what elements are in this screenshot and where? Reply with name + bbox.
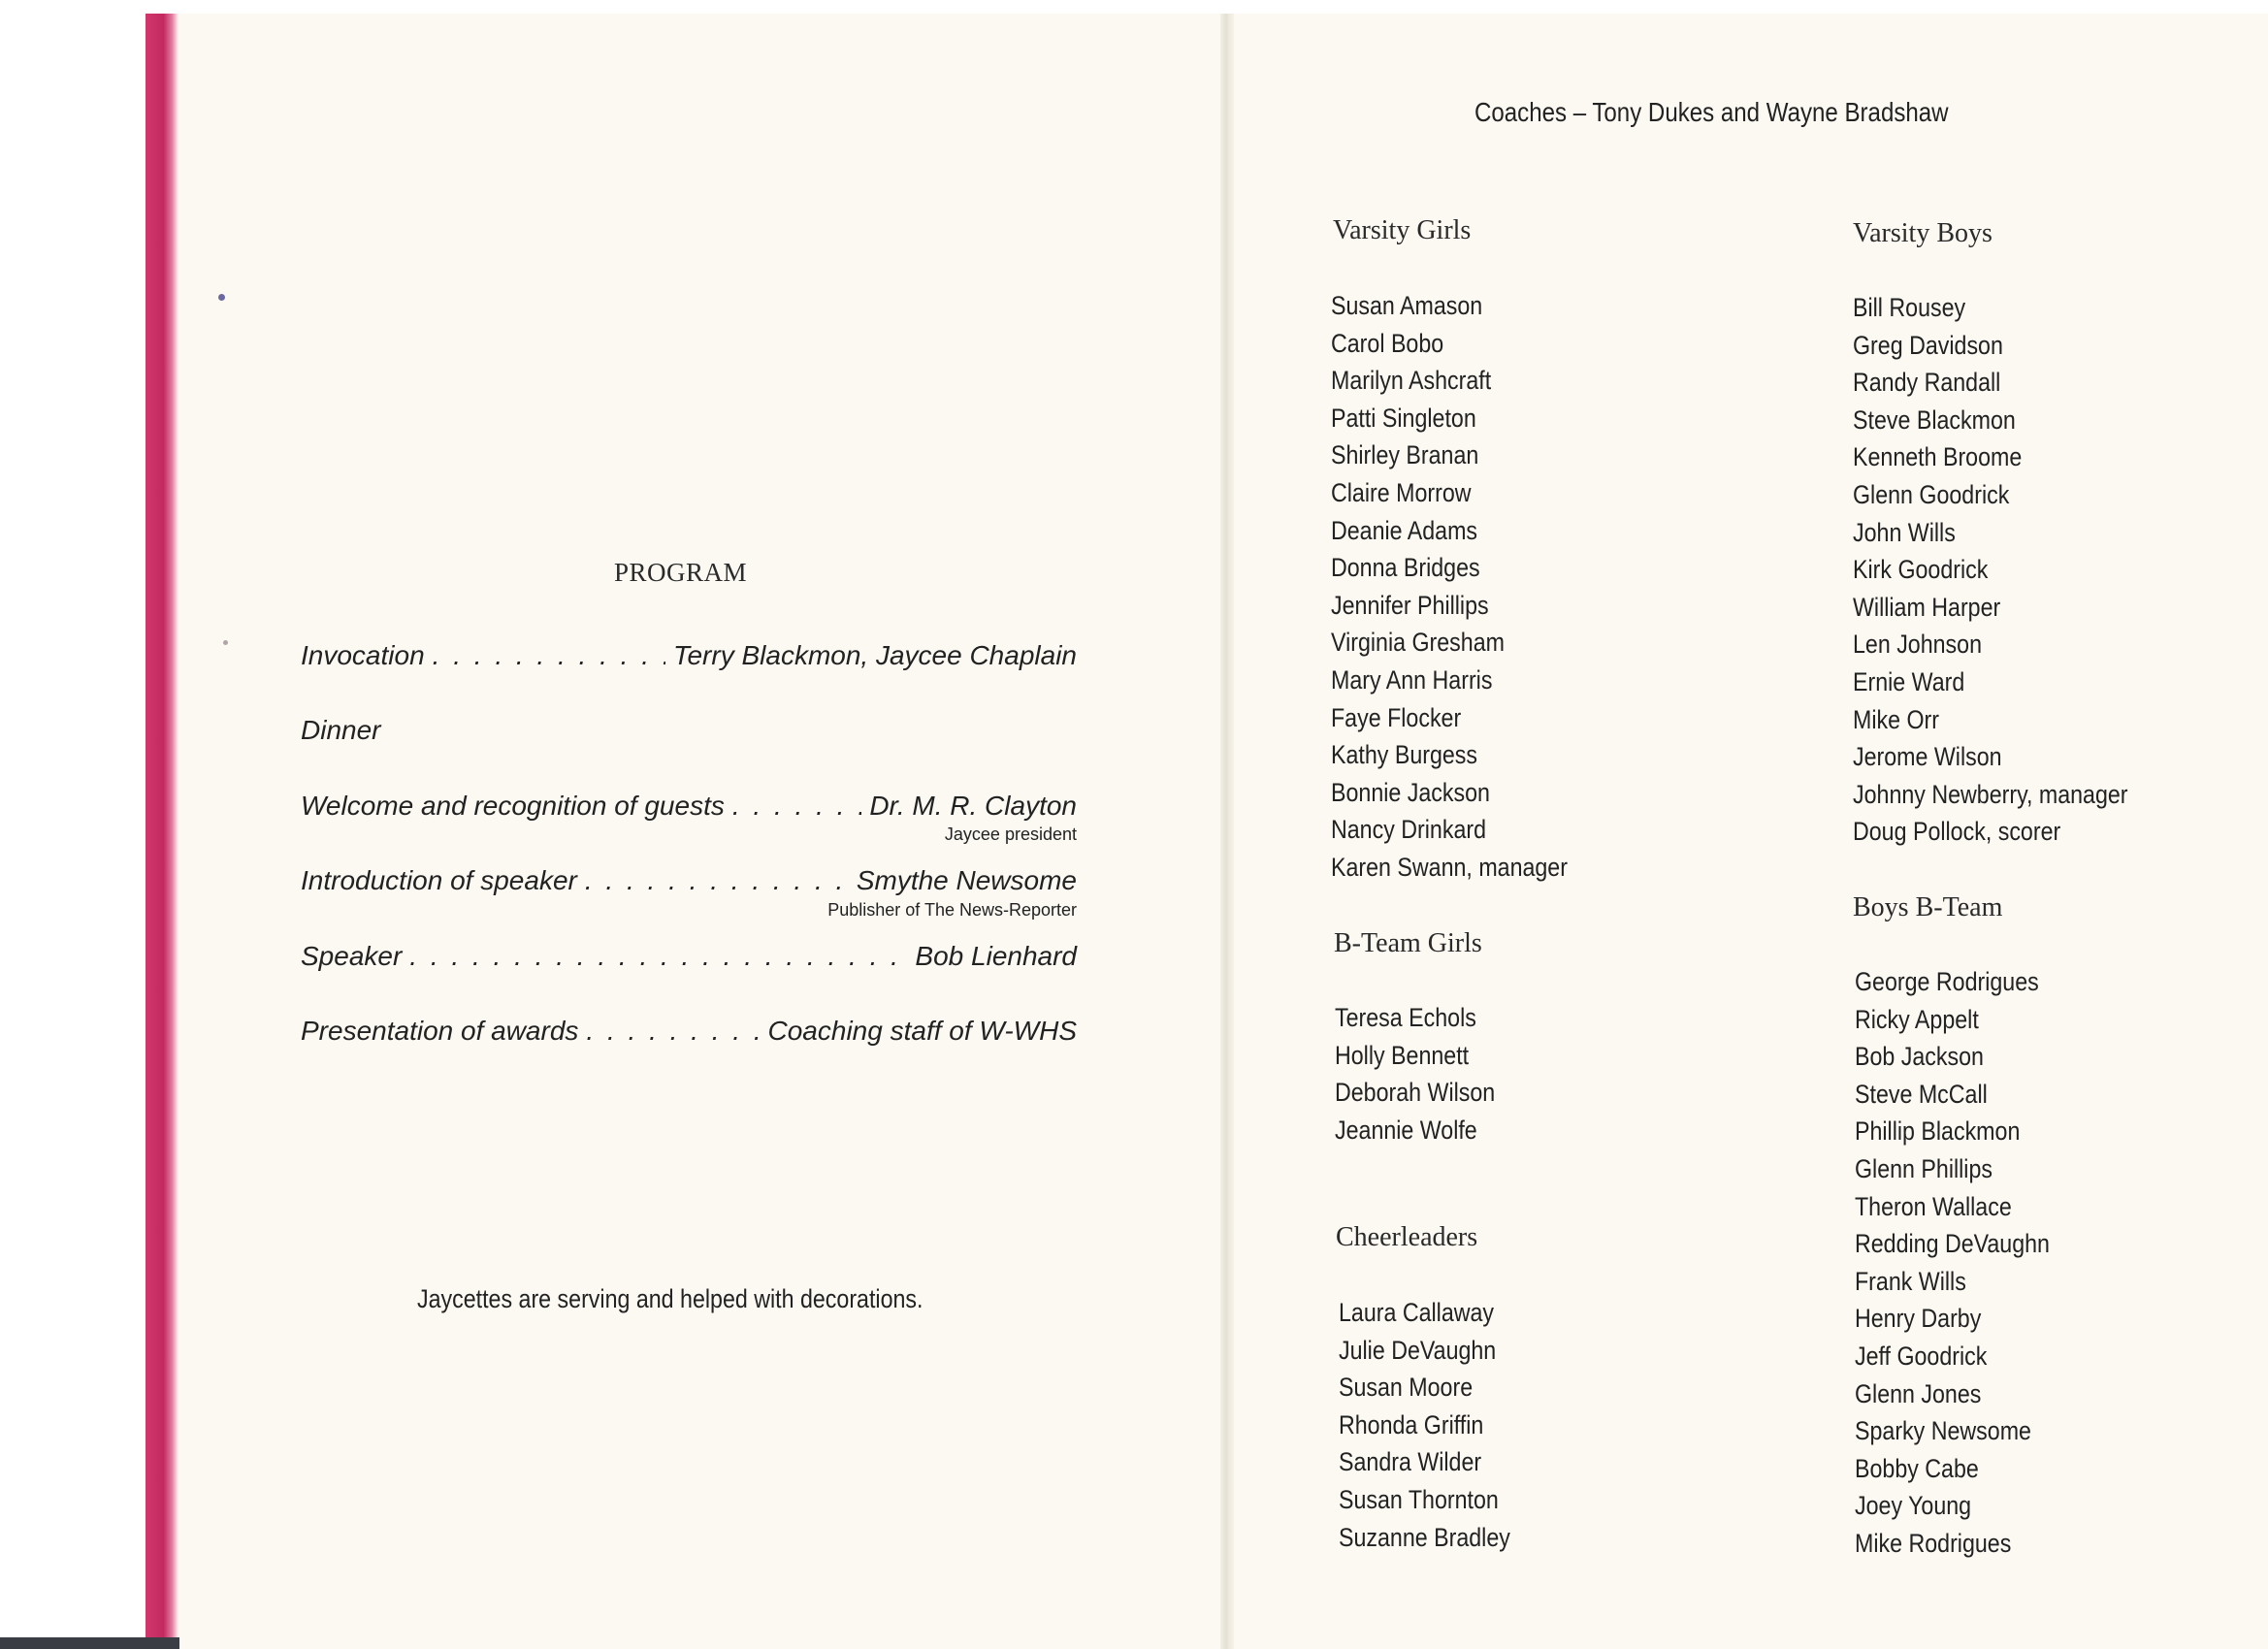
program-item-subtitle: Publisher of The News-Reporter xyxy=(827,900,1077,920)
roster-name: Glenn Jones xyxy=(1855,1378,1982,1408)
program-item-label: Dinner xyxy=(301,715,381,745)
program-item-person: Dr. M. R. Clayton xyxy=(869,791,1077,821)
roster-name: Teresa Echols xyxy=(1335,1003,1476,1032)
roster-name: Carol Bobo xyxy=(1331,328,1444,358)
program-item-person: Smythe Newsome xyxy=(856,865,1077,895)
roster-name: Kathy Burgess xyxy=(1331,740,1478,770)
program-item-label: Invocation xyxy=(301,640,425,670)
dot-leader xyxy=(732,791,861,822)
roster-name: Johnny Newberry, manager xyxy=(1853,779,2128,809)
roster-name: William Harper xyxy=(1853,592,2001,622)
deckle-edge xyxy=(146,14,178,1649)
section-heading-varsity-girls: Varsity Girls xyxy=(1333,215,1472,245)
roster-name: Ernie Ward xyxy=(1853,666,1965,696)
roster-name: Susan Amason xyxy=(1331,291,1483,320)
roster-name: Henry Darby xyxy=(1855,1304,1982,1334)
program-item-speaker xyxy=(301,941,1077,972)
program-item-subtitle: Jaycee president xyxy=(944,824,1077,844)
roster-name: Bonnie Jackson xyxy=(1331,777,1490,807)
ink-speck xyxy=(223,640,228,645)
roster-name: Doug Pollock, scorer xyxy=(1853,817,2061,847)
roster-name: Suzanne Bradley xyxy=(1339,1522,1510,1552)
dot-leader xyxy=(586,1016,760,1047)
roster-name: Jeff Goodrick xyxy=(1855,1341,1988,1371)
roster-name: Bob Jackson xyxy=(1855,1042,1984,1072)
program-item-introduction xyxy=(301,865,1077,896)
program-item-person: Terry Blackmon, Jaycee Chaplain xyxy=(672,640,1077,670)
section-heading-boys-b-team: Boys B-Team xyxy=(1853,892,2003,922)
roster-name: Frank Wills xyxy=(1855,1266,1966,1296)
program-item-invocation xyxy=(301,640,1077,671)
roster-name: Kirk Goodrick xyxy=(1853,555,1989,585)
varsity-boys-list xyxy=(1853,293,2128,855)
section-heading-varsity-boys: Varsity Boys xyxy=(1853,218,1993,248)
program-item-person: Coaching staff of W-WHS xyxy=(767,1016,1077,1046)
roster-name: Jeannie Wolfe xyxy=(1335,1115,1477,1145)
roster-name: Claire Morrow xyxy=(1331,477,1472,507)
roster-name: Sandra Wilder xyxy=(1339,1447,1482,1477)
roster-name: Virginia Gresham xyxy=(1331,628,1505,658)
roster-name: Julie DeVaughn xyxy=(1339,1335,1497,1365)
roster-name: Donna Bridges xyxy=(1331,553,1480,583)
program-item-dinner xyxy=(301,715,1077,746)
program-item-label: Speaker xyxy=(301,941,403,971)
roster-name: Marilyn Ashcraft xyxy=(1331,366,1492,396)
roster-name: Jerome Wilson xyxy=(1853,742,2002,772)
roster-name: Theron Wallace xyxy=(1855,1191,2012,1221)
roster-name: Randy Randall xyxy=(1853,368,2001,398)
roster-name: Karen Swann, manager xyxy=(1331,852,1568,882)
roster-name: Mary Ann Harris xyxy=(1331,664,1493,695)
roster-name: Steve McCall xyxy=(1855,1079,1988,1109)
cheerleaders-list xyxy=(1339,1298,1510,1560)
roster-name: John Wills xyxy=(1853,517,1956,547)
center-fold xyxy=(1220,14,1234,1649)
roster-name: Glenn Phillips xyxy=(1855,1153,1993,1183)
program-item-label: Introduction of speaker xyxy=(301,865,577,895)
boys-b-team-list xyxy=(1855,967,2050,1567)
roster-name: Phillip Blackmon xyxy=(1855,1116,2021,1147)
roster-name: Rhonda Griffin xyxy=(1339,1409,1484,1439)
roster-name: Sparky Newsome xyxy=(1855,1416,2031,1446)
roster-name: George Rodrigues xyxy=(1855,967,2039,996)
roster-name: Susan Moore xyxy=(1339,1373,1474,1403)
roster-name: Bill Rousey xyxy=(1853,293,1966,322)
section-heading-b-team-girls: B-Team Girls xyxy=(1334,928,1482,958)
roster-name: Glenn Goodrick xyxy=(1853,479,2010,509)
roster-name: Ricky Appelt xyxy=(1855,1004,1979,1034)
roster-name: Laura Callaway xyxy=(1339,1298,1495,1327)
scan-edge xyxy=(0,1637,179,1649)
roster-name: Bobby Cabe xyxy=(1855,1453,1979,1483)
decorations-note: Jaycettes are serving and helped with decorations. xyxy=(417,1284,923,1313)
roster-name: Greg Davidson xyxy=(1853,330,2003,360)
roster-name: Faye Flocker xyxy=(1331,702,1462,732)
roster-name: Deanie Adams xyxy=(1331,515,1478,545)
section-heading-cheerleaders: Cheerleaders xyxy=(1336,1222,1478,1252)
program-title: PROGRAM xyxy=(614,558,748,587)
roster-name: Len Johnson xyxy=(1853,630,1982,660)
dot-leader xyxy=(409,941,907,972)
dot-leader xyxy=(585,865,849,896)
roster-name: Nancy Drinkard xyxy=(1331,815,1487,845)
varsity-girls-list xyxy=(1331,291,1568,890)
roster-name: Deborah Wilson xyxy=(1335,1078,1496,1108)
program-item-label: Presentation of awards xyxy=(301,1016,579,1046)
program-item-welcome xyxy=(301,791,1077,822)
roster-name: Mike Rodrigues xyxy=(1855,1528,2012,1558)
roster-name: Redding DeVaughn xyxy=(1855,1229,2050,1259)
program-item-label: Welcome and recognition of guests xyxy=(301,791,725,821)
program-item-awards xyxy=(301,1016,1077,1047)
roster-name: Mike Orr xyxy=(1853,704,1940,734)
roster-name: Kenneth Broome xyxy=(1853,442,2023,472)
coaches-line: Coaches – Tony Dukes and Wayne Bradshaw xyxy=(1474,97,1949,127)
roster-name: Shirley Branan xyxy=(1331,440,1479,470)
roster-name: Joey Young xyxy=(1855,1491,1972,1521)
program-item-person: Bob Lienhard xyxy=(915,941,1077,971)
dot-leader xyxy=(433,640,665,671)
roster-name: Steve Blackmon xyxy=(1853,404,2016,435)
roster-name: Patti Singleton xyxy=(1331,403,1476,433)
roster-name: Jennifer Phillips xyxy=(1331,590,1489,620)
roster-name: Holly Bennett xyxy=(1335,1040,1470,1070)
ink-speck xyxy=(218,294,225,301)
b-team-girls-list xyxy=(1335,1003,1495,1152)
roster-name: Susan Thornton xyxy=(1339,1484,1499,1514)
